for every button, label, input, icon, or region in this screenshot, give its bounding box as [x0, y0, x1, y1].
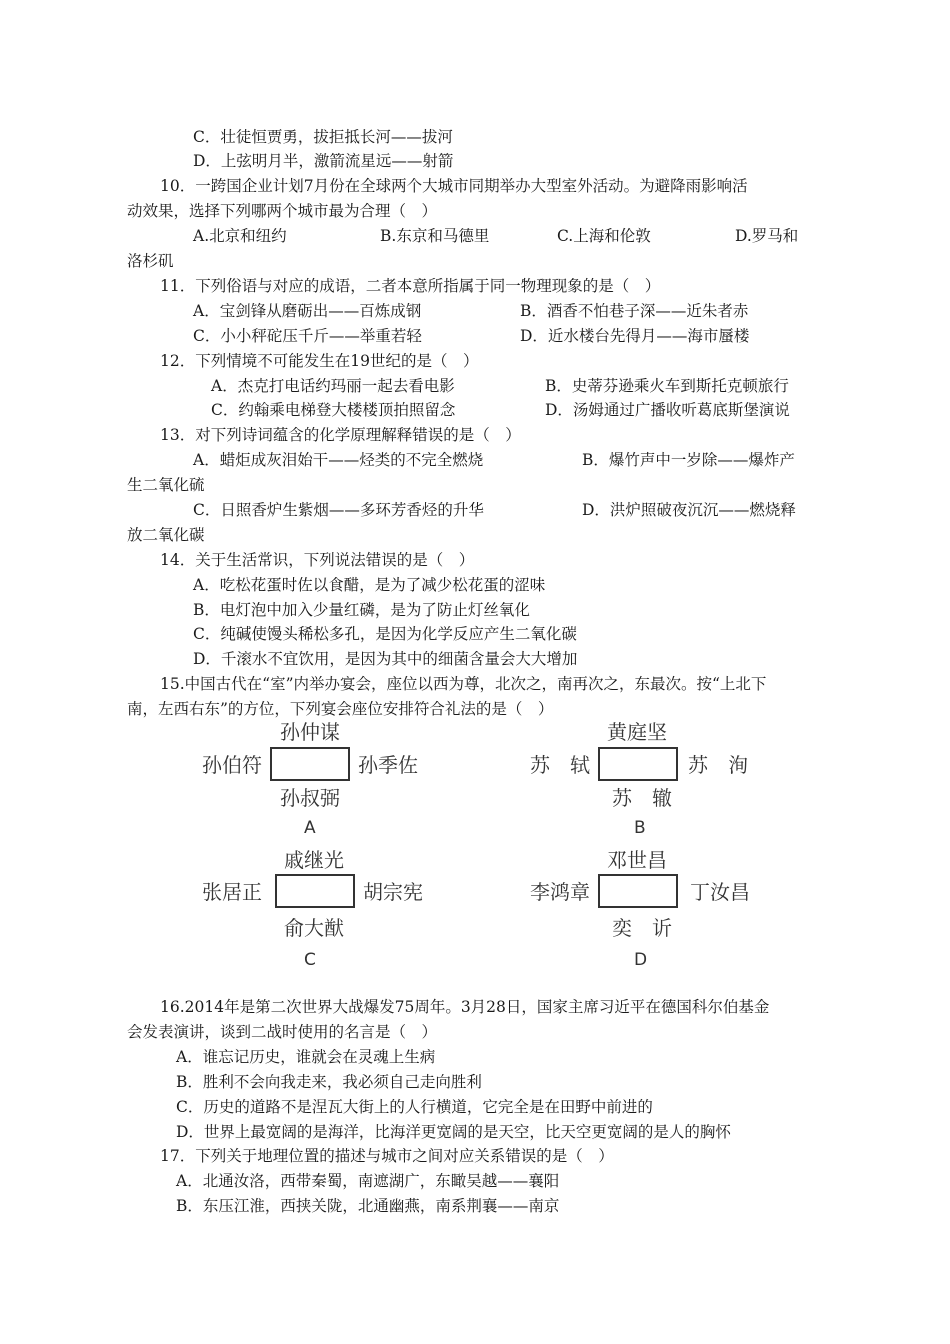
q12-option-d: D．汤姆通过广播收听葛底斯堡演说: [545, 401, 790, 419]
q11-option-d: D．近水楼台先得月——海市蜃楼: [520, 327, 750, 345]
option-letter: D: [634, 950, 648, 970]
seat-west: 孙伯符: [202, 753, 262, 777]
seat-west: 李鸿章: [530, 880, 590, 904]
seat-south: 奕 䜣: [612, 916, 672, 940]
seat-east: 苏 洵: [688, 753, 748, 777]
q10-option-d: D.罗马和: [735, 227, 799, 245]
q17-option-b: B．东压江淮，西挟关陇，北通幽燕，南系荆襄——南京: [176, 1197, 560, 1215]
q13-option-c: C．日照香炉生紫烟——多环芳香烃的升华: [193, 501, 484, 519]
seat-east: 丁汝昌: [690, 880, 750, 904]
seat-south: 孙叔弼: [280, 786, 340, 810]
q10-option-c: C.上海和伦敦: [557, 227, 651, 245]
q11-option-a: A．宝剑锋从磨砺出——百炼成钢: [193, 302, 422, 320]
banquet-table: [598, 747, 678, 781]
seat-north: 戚继光: [284, 848, 344, 872]
q10-option-a: A.北京和纽约: [193, 227, 287, 245]
q16-option-c: C．历史的道路不是涅瓦大街上的人行横道，它完全是在田野中前进的: [176, 1098, 653, 1116]
banquet-table: [598, 874, 678, 908]
q13-option-a: A．蜡炬成灰泪始干——烃类的不完全燃烧: [193, 451, 484, 469]
option-letter: B: [634, 818, 646, 838]
q16-stem-cont: 会发表演讲，谈到二战时使用的名言是（ ）: [127, 1023, 438, 1041]
q13-stem: 13．对下列诗词蕴含的化学原理解释错误的是（ ）: [160, 426, 521, 444]
q14-stem: 14．关于生活常识，下列说法错误的是（ ）: [160, 551, 475, 569]
q16-option-a: A．谁忘记历史，谁就会在灵魂上生病: [176, 1048, 436, 1066]
banquet-table: [270, 747, 350, 781]
seat-west: 苏 轼: [530, 753, 590, 777]
seat-south: 苏 辙: [612, 786, 672, 810]
seat-east: 胡宗宪: [363, 880, 423, 904]
q13-option-b: B．爆竹声中一岁除——爆炸产: [582, 451, 795, 469]
q17-stem: 17．下列关于地理位置的描述与城市之间对应关系错误的是（ ）: [160, 1147, 614, 1165]
q16-option-b: B．胜利不会向我走来，我必须自己走向胜利: [176, 1073, 482, 1091]
q14-option-a: A．吃松花蛋时佐以食醋，是为了减少松花蛋的涩味: [193, 576, 546, 594]
q15-stem-cont: 南，左西右东”的方位，下列宴会座位安排符合礼法的是（ ）: [127, 700, 554, 718]
q14-option-d: D．千滚水不宜饮用，是因为其中的细菌含量会大大增加: [193, 650, 578, 668]
q16-stem: 16.2014年是第二次世界大战爆发75周年。3月28日，国家主席习近平在德国科尔伯基金: [160, 998, 770, 1016]
q14-option-c: C．纯碱使馒头稀松多孔，是因为化学反应产生二氧化碳: [193, 625, 577, 643]
q11-option-c: C．小小秤砣压千斤——举重若轻: [193, 327, 422, 345]
banquet-table: [275, 874, 355, 908]
seat-north: 黄庭坚: [607, 720, 667, 744]
q10-option-d-cont: 洛杉矶: [127, 252, 174, 270]
option-letter: A: [304, 818, 316, 838]
q10-stem: 10．一跨国企业计划7月份在全球两个大城市同期举办大型室外活动。为避降雨影响活: [160, 177, 748, 195]
q9-option-d: D．上弦明月半，激箭流星远——射箭: [193, 152, 454, 170]
q12-option-b: B．史蒂芬逊乘火车到斯托克顿旅行: [545, 377, 789, 395]
q14-option-b: B．电灯泡中加入少量红磷，是为了防止灯丝氧化: [193, 601, 530, 619]
q10-option-b: B.东京和马德里: [380, 227, 490, 245]
q12-option-a: A．杰克打电话约玛丽一起去看电影: [211, 377, 455, 395]
seat-west: 张居正: [202, 880, 262, 904]
q10-stem-cont: 动效果，选择下列哪两个城市最为合理（ ）: [127, 202, 438, 220]
seat-east: 孙季佐: [358, 753, 418, 777]
q13-option-d: D．洪炉照破夜沉沉——燃烧释: [582, 501, 796, 519]
q15-stem: 15.中国古代在“室”内举办宴会，座位以西为尊，北次之，南再次之，东最次。按“上北下: [160, 675, 767, 693]
q11-option-b: B．酒香不怕巷子深——近朱者赤: [520, 302, 749, 320]
q12-option-c: C．约翰乘电梯登大楼楼顶拍照留念: [211, 401, 456, 419]
seat-north: 孙仲谋: [280, 720, 340, 744]
option-letter: C: [304, 950, 316, 970]
q13-option-b-cont: 生二氧化硫: [127, 476, 205, 494]
seat-north: 邓世昌: [607, 848, 667, 872]
q16-option-d: D．世界上最宽阔的是海洋，比海洋更宽阔的是天空，比天空更宽阔的是人的胸怀: [176, 1123, 731, 1141]
q12-stem: 12．下列情境不可能发生在19世纪的是（ ）: [160, 352, 479, 370]
q17-option-a: A．北通汝洛，西带秦蜀，南遮湖广，东瞰吴越——襄阳: [176, 1172, 560, 1190]
seat-south: 俞大猷: [284, 916, 344, 940]
q9-option-c: C．壮徒恒贾勇，拔拒抵长河——拔河: [193, 128, 453, 146]
q13-option-d-cont: 放二氧化碳: [127, 526, 205, 544]
q11-stem: 11．下列俗语与对应的成语，二者本意所指属于同一物理现象的是（ ）: [160, 277, 661, 295]
